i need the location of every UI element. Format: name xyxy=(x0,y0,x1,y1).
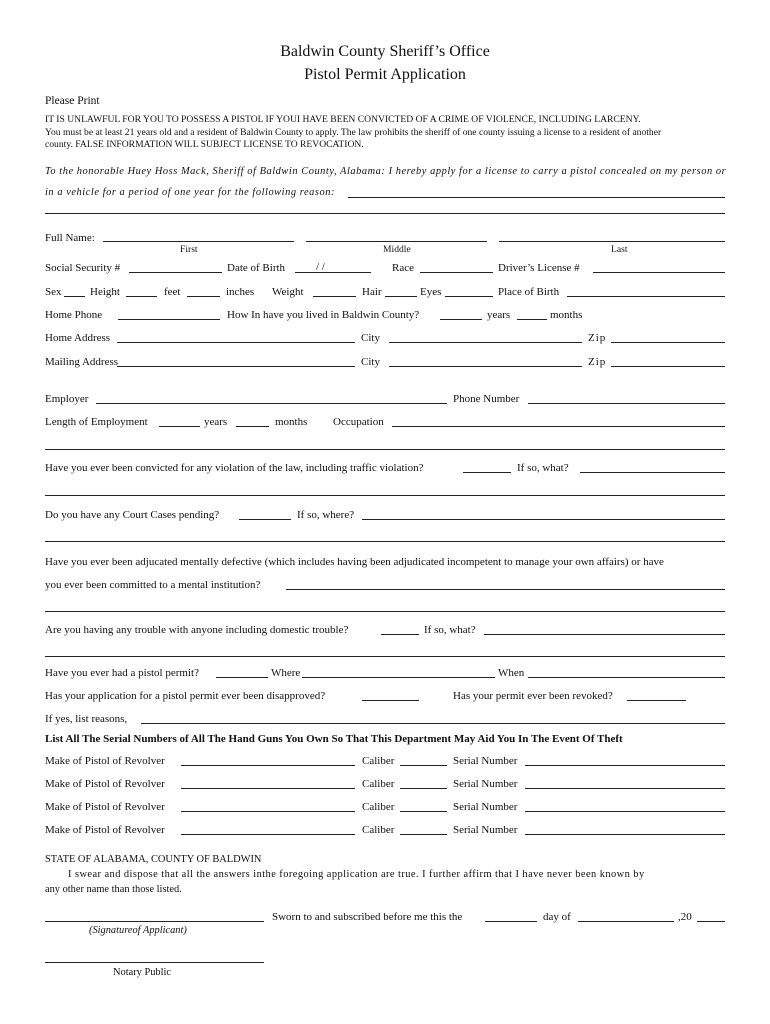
eyes-field[interactable] xyxy=(445,296,493,297)
dob-label: Date of Birth xyxy=(227,262,286,274)
convicted-what-label: If so, what? xyxy=(517,462,569,474)
race-field[interactable] xyxy=(420,272,493,273)
eyes-label: Eyes xyxy=(420,286,442,298)
home-phone-label: Home Phone xyxy=(45,309,103,321)
weight-label: Weight xyxy=(272,286,304,298)
mental-question-line-2: you ever been committed to a mental institution? xyxy=(45,579,261,591)
notary-signature-field[interactable] xyxy=(45,962,264,963)
gun-caliber-field[interactable] xyxy=(400,811,447,812)
employment-length-label: Length of Employment xyxy=(45,416,148,428)
height-inches-field[interactable] xyxy=(187,296,220,297)
trouble-what-label: If so, what? xyxy=(424,624,476,636)
gun-caliber-field[interactable] xyxy=(400,834,447,835)
mental-answer-field-line-2[interactable] xyxy=(45,611,725,612)
ssn-field[interactable] xyxy=(129,272,222,273)
reason-field-line-2[interactable] xyxy=(45,213,725,214)
gun-make-field[interactable] xyxy=(181,765,355,766)
handguns-heading: List All The Serial Numbers of All The Hand Guns You Own So That This Department May Aid You In The Event Of Theft xyxy=(45,733,623,745)
day-of-label: day of xyxy=(543,911,571,923)
reasons-label: If yes, list reasons, xyxy=(45,713,128,725)
occupation-field[interactable] xyxy=(392,426,725,427)
middle-caption: Middle xyxy=(383,244,411,255)
intro-line-1: To the honorable Huey Hoss Mack, Sheriff of Baldwin County, Alabama: I hereby apply for a license to carry a pistol concealed on my person or xyxy=(45,166,727,177)
reasons-field[interactable] xyxy=(141,723,725,724)
home-city-label: City xyxy=(361,332,380,344)
home-address-label: Home Address xyxy=(45,332,111,344)
intro-line-2: in a vehicle for a period of one year for the following reason: xyxy=(45,187,335,198)
residency-years-field[interactable] xyxy=(440,319,482,320)
inches-label: inches xyxy=(226,286,255,298)
height-feet-field[interactable] xyxy=(126,296,157,297)
court-cases-question: Do you have any Court Cases pending? xyxy=(45,509,220,521)
gun-caliber-field[interactable] xyxy=(400,788,447,789)
gun-make-label: Make of Pistol of Revolver xyxy=(45,778,165,790)
dob-field[interactable] xyxy=(295,272,371,273)
employment-months-field[interactable] xyxy=(236,426,269,427)
employment-years-label: years xyxy=(204,416,228,428)
mental-answer-field[interactable] xyxy=(286,589,725,590)
birthplace-field[interactable] xyxy=(567,296,725,297)
mental-question-line-1: Have you ever been adjucated mentally defective (which includes having been adjudicated incompetent to manage your own affairs) or have xyxy=(45,556,664,568)
year-prefix-label: ,20 xyxy=(678,911,692,923)
gun-serial-field[interactable] xyxy=(525,834,725,835)
home-zip-field[interactable] xyxy=(611,342,725,343)
home-zip-label: Zip xyxy=(588,332,607,344)
disapproved-answer-field[interactable] xyxy=(362,700,419,701)
convicted-what-field[interactable] xyxy=(580,472,725,473)
gun-serial-field[interactable] xyxy=(525,765,725,766)
first-name-field[interactable] xyxy=(103,241,294,242)
gun-caliber-label: Caliber xyxy=(362,778,395,790)
hair-field[interactable] xyxy=(385,296,417,297)
trouble-question: Are you having any trouble with anyone including domestic trouble? xyxy=(45,624,349,636)
disapproved-question: Has your application for a pistol permit ever been disapproved? xyxy=(45,690,326,702)
court-where-field[interactable] xyxy=(362,519,725,520)
sworn-month-field[interactable] xyxy=(578,921,674,922)
gun-make-label: Make of Pistol of Revolver xyxy=(45,801,165,813)
applicant-signature-field[interactable] xyxy=(45,921,264,922)
permit-when-field[interactable] xyxy=(528,677,725,678)
gun-make-field[interactable] xyxy=(181,811,355,812)
employer-phone-label: Phone Number xyxy=(453,393,520,405)
full-name-label: Full Name: xyxy=(45,232,95,244)
convicted-what-field-line-2[interactable] xyxy=(45,495,725,496)
gun-make-label: Make of Pistol of Revolver xyxy=(45,755,165,767)
last-caption: Last xyxy=(611,244,628,255)
hair-label: Hair xyxy=(362,286,382,298)
sworn-year-field[interactable] xyxy=(697,921,725,922)
gun-serial-label: Serial Number xyxy=(453,801,518,813)
court-cases-answer-field[interactable] xyxy=(239,519,291,520)
gun-make-field[interactable] xyxy=(181,834,355,835)
ssn-label: Social Security # xyxy=(45,262,121,274)
oath-line-1: I swear and dispose that all the answers inthe foregoing application are true. I further affirm that I have never been known by xyxy=(68,869,645,880)
home-phone-field[interactable] xyxy=(118,319,220,320)
drivers-license-label: Driver’s License # xyxy=(498,262,580,274)
notice-line-3: county. FALSE INFORMATION WILL SUBJECT LICENSE TO REVOCATION. xyxy=(45,139,364,150)
gun-make-label: Make of Pistol of Revolver xyxy=(45,824,165,836)
permit-when-label: When xyxy=(498,667,525,679)
mailing-city-field[interactable] xyxy=(389,366,582,367)
page-subtitle: Pistol Permit Application xyxy=(304,66,466,83)
drivers-license-field[interactable] xyxy=(593,272,725,273)
home-city-field[interactable] xyxy=(389,342,582,343)
mailing-address-field[interactable] xyxy=(117,366,355,367)
please-print-label: Please Print xyxy=(45,95,100,107)
gun-make-field[interactable] xyxy=(181,788,355,789)
occupation-label: Occupation xyxy=(333,416,384,428)
first-caption: First xyxy=(180,244,198,255)
feet-label: feet xyxy=(164,286,181,298)
notary-caption: Notary Public xyxy=(113,967,172,978)
sworn-label: Sworn to and subscribed before me this the xyxy=(272,911,463,923)
gun-serial-label: Serial Number xyxy=(453,778,518,790)
state-county-heading: STATE OF ALABAMA, COUNTY OF BALDWIN xyxy=(45,854,262,865)
years-label: years xyxy=(487,309,511,321)
gun-serial-label: Serial Number xyxy=(453,755,518,767)
trouble-answer-field[interactable] xyxy=(381,634,419,635)
had-permit-question: Have you ever had a pistol permit? xyxy=(45,667,199,679)
court-where-label: If so, where? xyxy=(297,509,355,521)
employment-months-label: months xyxy=(275,416,308,428)
notice-line-2: You must be at least 21 years old and a resident of Baldwin County to apply. The law prohibits the sheriff of one county issuing a license to a resident of another xyxy=(45,127,662,138)
trouble-what-field[interactable] xyxy=(484,634,725,635)
trouble-what-field-line-2[interactable] xyxy=(45,656,725,657)
residency-months-field[interactable] xyxy=(517,319,547,320)
home-address-field[interactable] xyxy=(117,342,355,343)
employer-label: Employer xyxy=(45,393,89,405)
revoked-answer-field[interactable] xyxy=(627,700,686,701)
signature-caption: (Signatureof Applicant) xyxy=(89,925,187,936)
gun-caliber-label: Caliber xyxy=(362,801,395,813)
occupation-field-line-2[interactable] xyxy=(45,449,725,450)
months-label: months xyxy=(550,309,583,321)
employer-field[interactable] xyxy=(96,403,447,404)
gun-caliber-field[interactable] xyxy=(400,765,447,766)
employer-phone-field[interactable] xyxy=(528,403,725,404)
permit-where-label: Where xyxy=(271,667,301,679)
reason-field[interactable] xyxy=(348,197,725,198)
oath-line-2: any other name than those listed. xyxy=(45,884,182,895)
mailing-city-label: City xyxy=(361,356,380,368)
convicted-answer-field[interactable] xyxy=(463,472,511,473)
employment-years-field[interactable] xyxy=(159,426,200,427)
had-permit-answer-field[interactable] xyxy=(216,677,268,678)
birthplace-label: Place of Birth xyxy=(498,286,560,298)
gun-serial-label: Serial Number xyxy=(453,824,518,836)
sex-field[interactable] xyxy=(64,296,85,297)
last-name-field[interactable] xyxy=(499,241,725,242)
mailing-zip-label: Zip xyxy=(588,356,607,368)
mailing-address-label: Mailing Address xyxy=(45,356,119,368)
revoked-question: Has your permit ever been revoked? xyxy=(453,690,613,702)
gun-caliber-label: Caliber xyxy=(362,755,395,767)
convicted-question: Have you ever been convicted for any violation of the law, including traffic violation? xyxy=(45,462,424,474)
sworn-day-field[interactable] xyxy=(485,921,537,922)
weight-field[interactable] xyxy=(313,296,356,297)
middle-name-field[interactable] xyxy=(306,241,487,242)
court-where-field-line-2[interactable] xyxy=(45,541,725,542)
gun-serial-field[interactable] xyxy=(525,811,725,812)
permit-where-field[interactable] xyxy=(302,677,495,678)
notice-line-1: IT IS UNLAWFUL FOR YOU TO POSSESS A PISTOL IF YOUI HAVE BEEN CONVICTED OF A CRIME OF VIOLENCE, INCLUDING LARCENY. xyxy=(45,114,641,125)
gun-caliber-label: Caliber xyxy=(362,824,395,836)
dob-slashes: / / xyxy=(316,261,325,273)
sex-label: Sex xyxy=(45,286,62,298)
page-title: Baldwin County Sheriff’s Office xyxy=(280,43,490,60)
gun-serial-field[interactable] xyxy=(525,788,725,789)
race-label: Race xyxy=(392,262,414,274)
mailing-zip-field[interactable] xyxy=(611,366,725,367)
residency-label: How In have you lived in Baldwin County? xyxy=(227,309,420,321)
height-label: Height xyxy=(90,286,120,298)
